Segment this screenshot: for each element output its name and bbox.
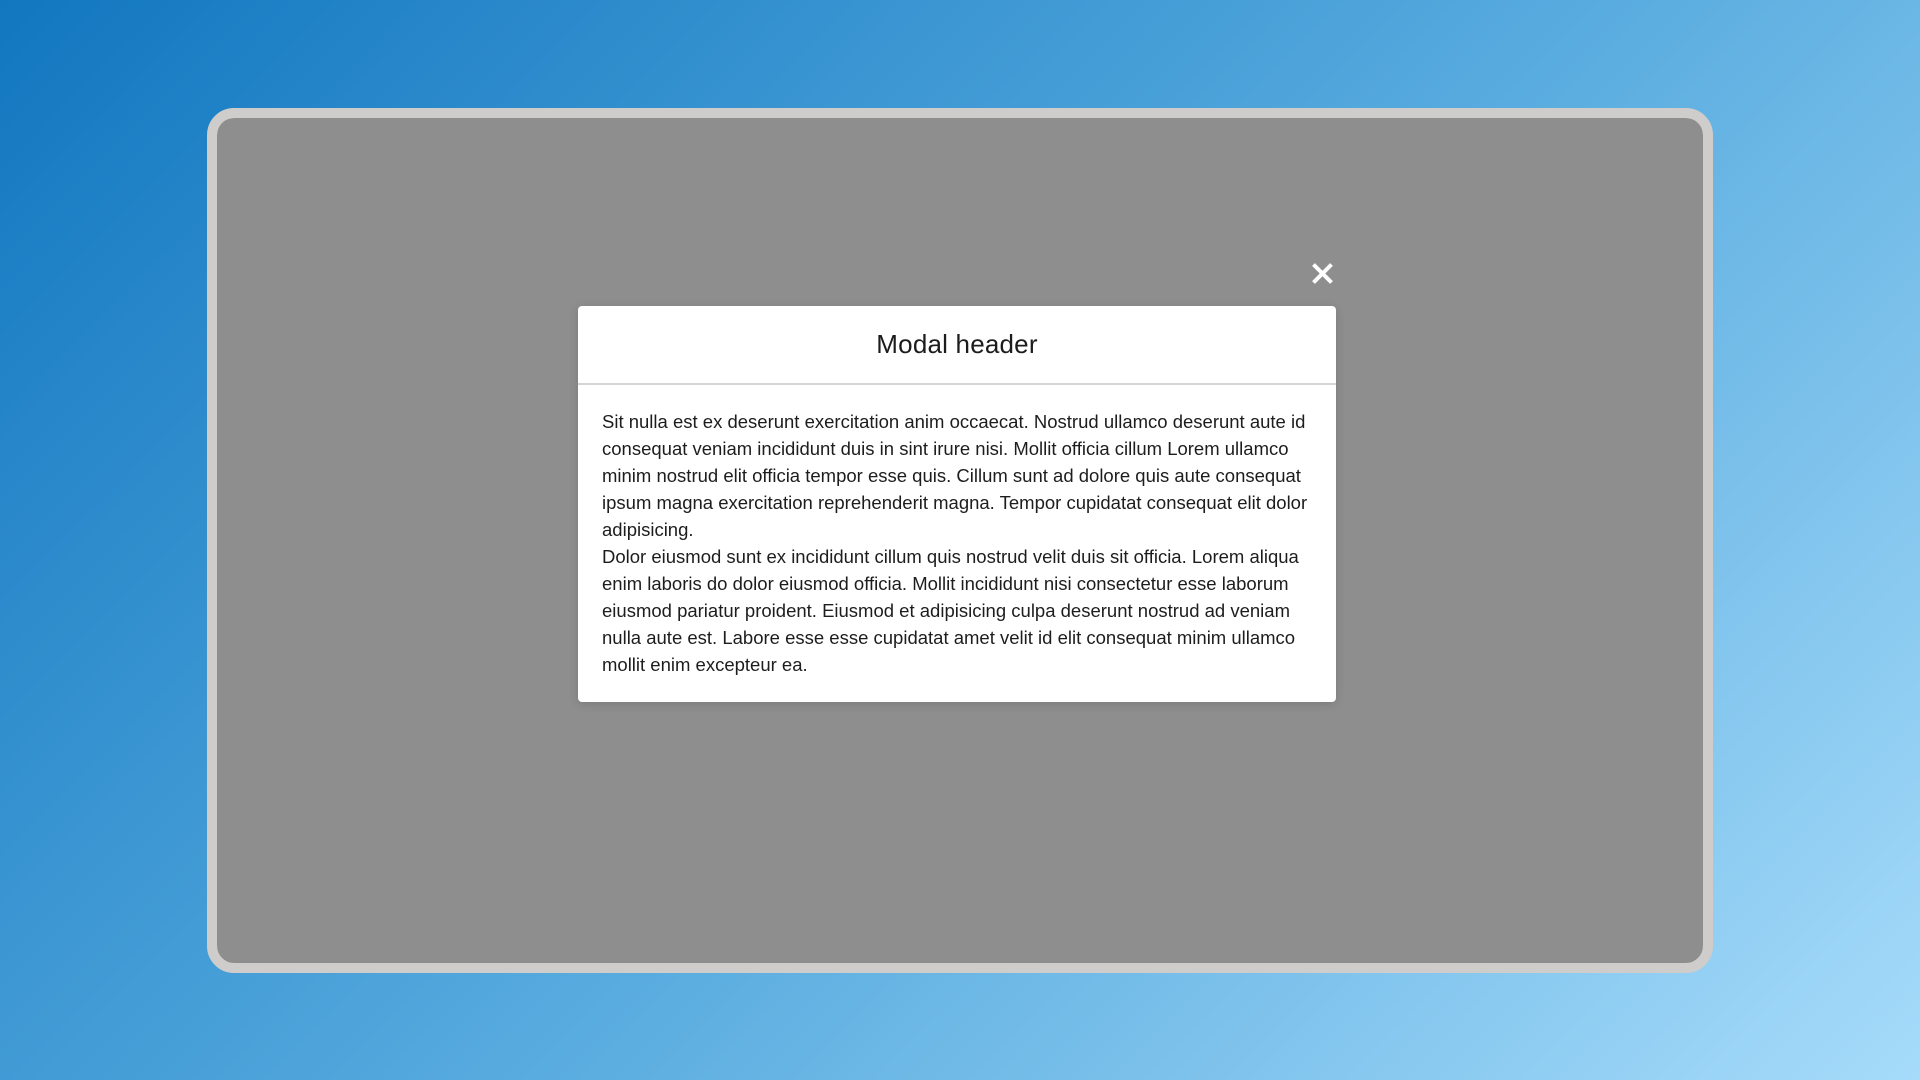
close-button[interactable] bbox=[1303, 254, 1341, 292]
app-window bbox=[207, 108, 1713, 973]
modal-dialog bbox=[578, 306, 1336, 702]
modal-paragraph-1: Sit nulla est ex deserunt exercitation anim occaecat. Nostrud ullamco deserunt aute id consequat veniam incididunt duis in sint irure nisi. Mollit officia cillum Lorem ullamco minim nostrud elit officia tempor esse quis. Cillum sunt ad dolore quis aute consequat ipsum magna exercitation reprehenderit magna. Tempor cupidatat consequat elit dolor adipisicing. bbox=[602, 411, 1308, 540]
close-icon bbox=[1311, 262, 1334, 285]
modal-paragraph-2: Dolor eiusmod sunt ex incididunt cillum quis nostrud velit duis sit officia. Lorem aliqua enim laboris do dolor eiusmod officia. Mollit incididunt nisi consectetur esse laborum eiusmod pariatur proident. Eiusmod et adipisicing culpa deserunt nostrud ad veniam nulla aute est. Labore esse esse cupidatat amet velit id elit consequat minim ullamco mollit enim excepteur ea. bbox=[602, 546, 1299, 675]
modal-body bbox=[578, 385, 1336, 702]
modal-title: Modal header bbox=[876, 329, 1038, 359]
modal-header bbox=[578, 306, 1336, 385]
modal-overlay-scrim[interactable] bbox=[217, 118, 1703, 963]
